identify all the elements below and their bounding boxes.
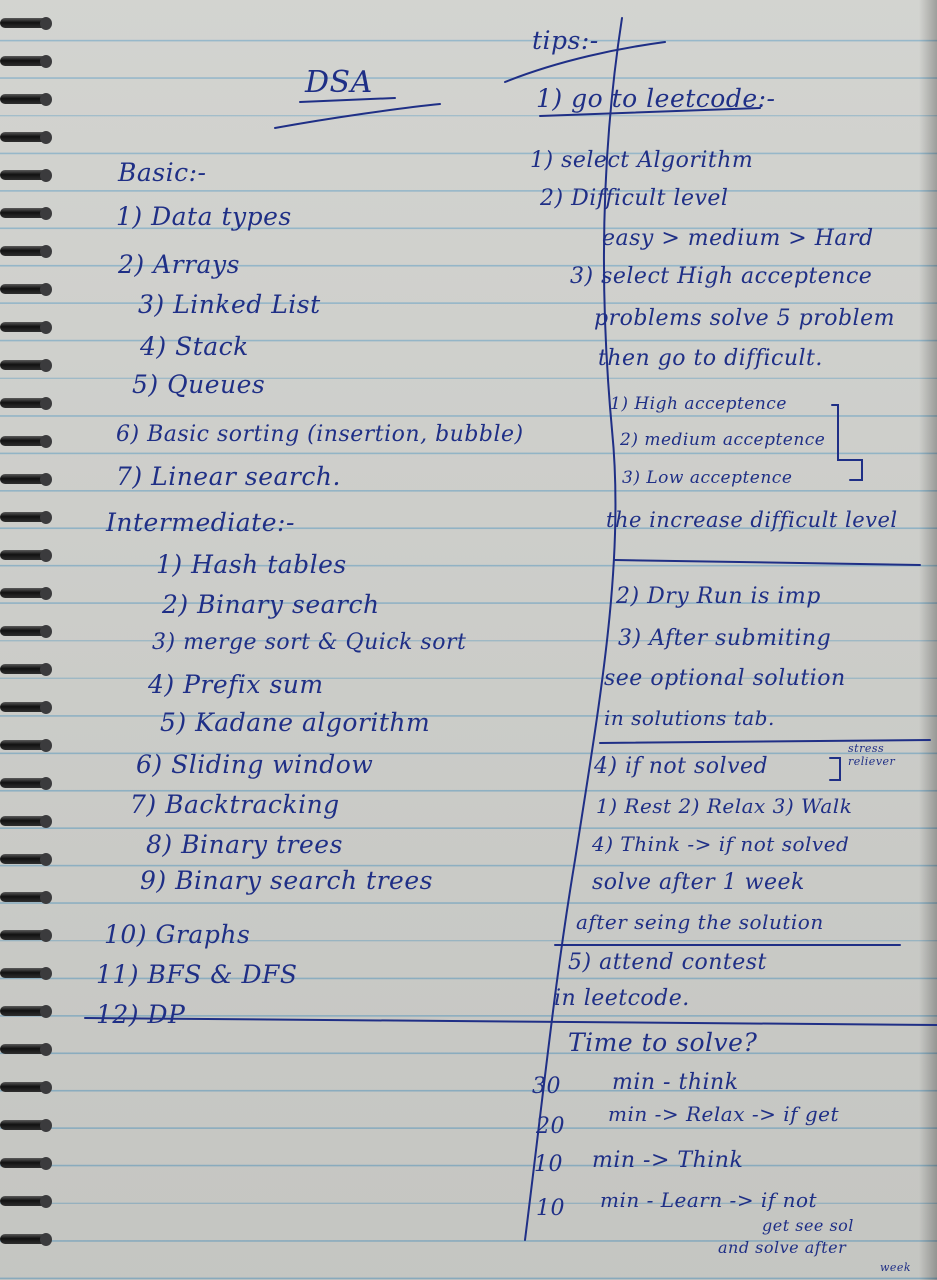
- leetcode-heading: 1) go to leetcode:-: [536, 84, 776, 113]
- intermediate-item: 2) Binary search: [162, 590, 380, 619]
- tip-line: then go to difficult.: [598, 346, 823, 371]
- tip-more: 3) After submiting: [618, 626, 832, 651]
- basic-item: 7) Linear search.: [116, 462, 341, 491]
- time-mins: 30: [532, 1074, 561, 1099]
- intermediate-item: 1) Hash tables: [156, 550, 347, 579]
- intermediate-item: 6) Sliding window: [136, 750, 374, 779]
- tip-line: easy > medium > Hard: [602, 226, 874, 251]
- tip-more: 4) if not solved: [594, 754, 769, 779]
- time-text: min - Learn -> if not: [600, 1188, 818, 1212]
- page-title: DSA: [305, 65, 373, 100]
- basic-item: 1) Data types: [116, 202, 292, 231]
- stress-bracket: [830, 758, 840, 780]
- tip-more: in leetcode.: [554, 986, 690, 1011]
- intermediate-item: 8) Binary trees: [146, 830, 343, 859]
- basic-item: 4) Stack: [140, 332, 249, 361]
- tips-heading: tips:-: [532, 26, 599, 55]
- tip-more: 5) attend contest: [568, 950, 767, 975]
- time-text: min -> Think: [592, 1148, 744, 1173]
- section-divider-1: [615, 560, 920, 565]
- tip-line: 3) Low acceptence: [622, 468, 793, 488]
- time-mins: 10: [534, 1152, 563, 1177]
- basic-item: 6) Basic sorting (insertion, bubble): [116, 422, 524, 447]
- intermediate-item: 12) DP: [96, 1000, 186, 1029]
- tip-line: the increase difficult level: [606, 508, 898, 532]
- intermediate-item: 9) Binary search trees: [140, 866, 433, 895]
- time-mins: 20: [536, 1114, 565, 1139]
- intermediate-heading: Intermediate:-: [106, 508, 295, 537]
- tip-more: 2) Dry Run is imp: [616, 584, 821, 609]
- intermediate-item: 5) Kadane algorithm: [160, 708, 431, 737]
- intermediate-item: 7) Backtracking: [130, 790, 340, 819]
- time-mins: 10: [536, 1196, 565, 1221]
- tip-more: see optional solution: [604, 666, 846, 691]
- tip-line: problems solve 5 problem: [594, 306, 895, 331]
- basic-heading: Basic:-: [118, 158, 207, 187]
- basic-item: 5) Queues: [132, 370, 266, 399]
- intermediate-item: 4) Prefix sum: [148, 670, 324, 699]
- time-tail: and solve after: [718, 1238, 847, 1257]
- stress-note: stress reliever: [848, 742, 896, 769]
- tip-line: 1) High acceptence: [610, 394, 787, 414]
- basic-item: 2) Arrays: [118, 250, 240, 279]
- tip-more: after seing the solution: [576, 910, 824, 934]
- intermediate-item: 10) Graphs: [104, 920, 251, 949]
- section-divider-4: [85, 1018, 937, 1025]
- time-tail: get see sol: [762, 1216, 854, 1235]
- title-underline-2: [275, 104, 440, 128]
- acceptance-bracket: [832, 405, 862, 480]
- time-text: min - think: [612, 1070, 739, 1095]
- basic-item: 3) Linked List: [138, 290, 321, 319]
- tip-more: 4) Think -> if not solved: [592, 832, 850, 856]
- tip-line: 2) medium acceptence: [620, 430, 826, 450]
- tip-line: 3) select High acceptence: [570, 264, 873, 289]
- time-text: min -> Relax -> if get: [608, 1102, 840, 1126]
- time-tail: week: [880, 1261, 912, 1274]
- intermediate-item: 11) BFS & DFS: [96, 960, 298, 989]
- tip-more: in solutions tab.: [604, 706, 775, 730]
- intermediate-item: 3) merge sort & Quick sort: [152, 630, 467, 655]
- time-heading: Time to solve?: [568, 1028, 758, 1057]
- tip-more: 1) Rest 2) Relax 3) Walk: [596, 794, 853, 818]
- tip-line: 1) select Algorithm: [530, 148, 754, 173]
- tip-more: solve after 1 week: [592, 870, 805, 895]
- tip-line: 2) Difficult level: [540, 186, 729, 211]
